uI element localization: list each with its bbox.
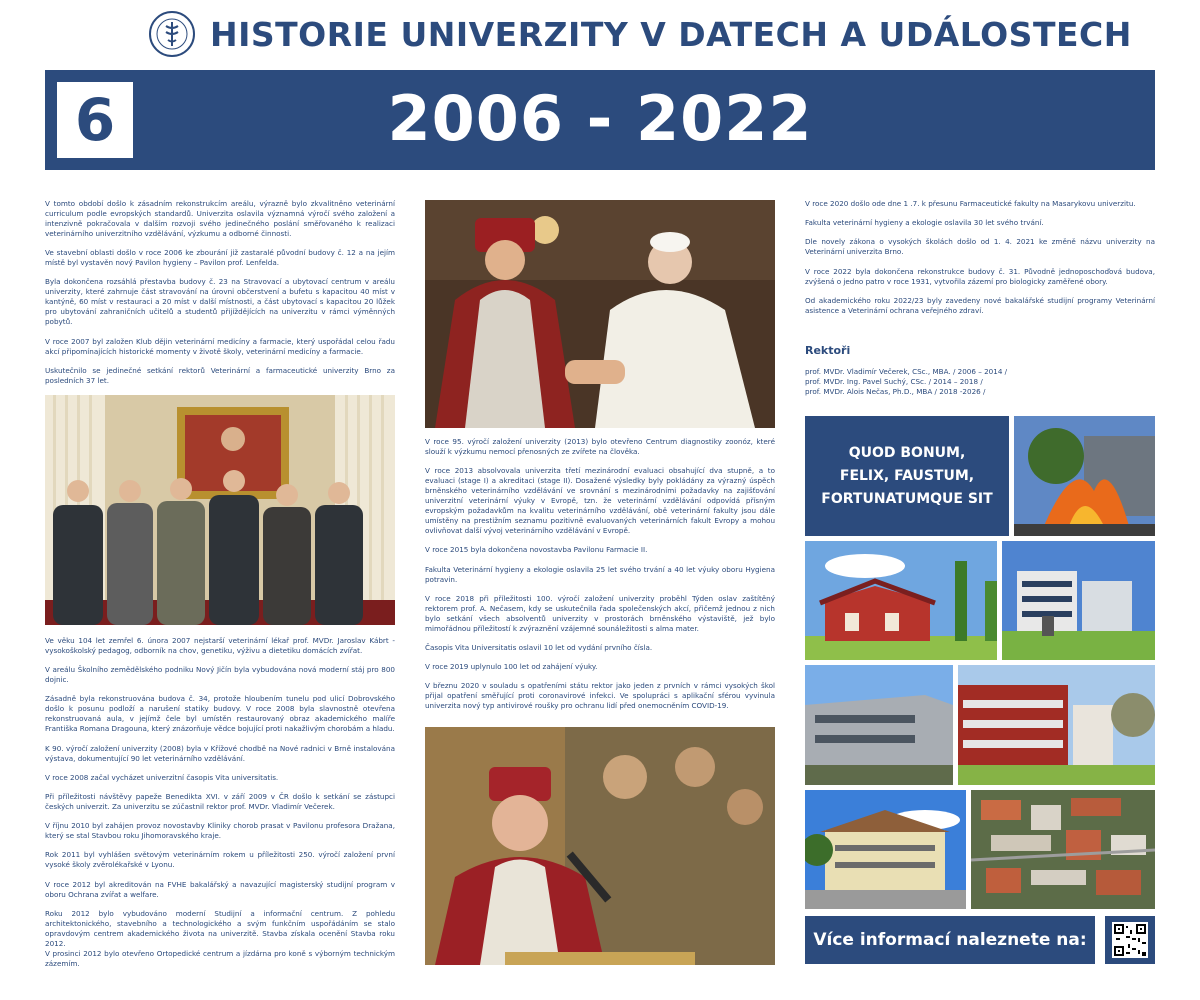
column1-top-text <box>45 199 395 395</box>
paragraph: V březnu 2020 v souladu s opatřeními státu rektor jako jeden z prvních v rámci vysokých škol přijal opatření směřující proti coronavirové infekci. Ve spolupráci s aplikační sférou vyvinula univerzita nový typ antivirové roušky pro ochranu lidí před onemocněním COVID-19. <box>425 681 775 711</box>
paragraph: Od akademického roku 2022/23 byly zavedeny nové bakalářské studijní programy Veterinární asistence a Veterinární ochrana veřejného zdraví. <box>805 295 1155 315</box>
rector-item: prof. MVDr. Vladimír Večerek, CSc., MBA. / 2006 – 2014 / <box>805 367 1008 376</box>
paragraph: Fakulta veterinární hygieny a ekologie oslavila 30 let svého trvání. <box>805 218 1044 228</box>
motto-line: FORTUNATUMQUE SIT <box>821 490 993 507</box>
paragraph: Zásadně byla rekonstruována budova č. 34, protože hloubením tunelu pod ulicí Dobrovského došlo k posunu podloží a narušení statiky budovy. V roce 2008 byla slavnostně otevřena rekonstruovaná aula, v jejímž čele byl umístěn restaurovaný obraz akademického malíře Františka Romana Dragouna, který znázorňuje vědce bojující proti nakažlivým chorobám a hladu. <box>45 694 395 734</box>
paragraph: V roce 2015 byla dokončena novostavba Pavilonu Farmacie II. <box>425 545 648 555</box>
motto-line: QUOD BONUM, <box>848 444 966 461</box>
qr-code-icon <box>1112 922 1148 958</box>
years-heading: 2006 - 2022 <box>387 82 813 155</box>
classic-building-photo <box>805 790 966 909</box>
rectors-heading: Rektoři <box>805 344 851 357</box>
column1-bottom-text <box>45 636 395 978</box>
paragraph: Časopis Vita Universitatis oslavil 10 let od vydání prvního čísla. <box>425 642 653 652</box>
chapter-number: 6 <box>57 82 133 158</box>
bonfire-photo <box>1014 416 1155 536</box>
paragraph: V říjnu 2010 byl zahájen provoz novostavby Kliniky chorob prasat v Pavilonu profesora Dražana, který se stal Stavbou roku Jihomoravského kraje. <box>45 821 395 841</box>
paragraph: Byla dokončena rozsáhlá přestavba budovy č. 23 na Stravovací a ubytovací centrum v areálu univerzity, které zahrnuje část stravování na úrovni občerstvení a bufetu s kapacitou 40 míst v kantýně, 60 míst v restauraci a 20 míst v další místnosti, a část ubytovací s kapacitou 20 lůžek pro ubytování zahraničních učitelů a studentů přijíždějících na univerzitu v rámci výměnných pobytů. <box>45 277 395 327</box>
paragraph: V roce 2022 byla dokončena rekonstrukce budovy č. 31. Původně jednoposchoďová budova, zvýšená o jedno patro v roce 1931, vytvořila zázemí pro biologicky zaměřené obory. <box>805 266 1155 286</box>
paragraph: V roce 2007 byl založen Klub dějin veterinární medicíny a farmacie, který uspořádal celou řadu akcí připomínajících historické momenty v životě školy, veterinární medicíny a farmacie. <box>45 336 395 356</box>
grey-building-photo <box>805 665 953 785</box>
paragraph: Při příležitosti návštěvy papeže Benedikta XVI. v září 2009 v ČR došlo k setkání se zástupci českých univerzit. Za univerzitu se zúčastnil rektor prof. MVDr. Vladimír Večerek. <box>45 791 395 811</box>
paragraph: V areálu Školního zemědělského podniku Nový Jičín byla vybudována nová moderní stáj pro 800 dojnic. <box>45 665 395 685</box>
red-building-photo <box>805 541 997 660</box>
aerial-campus-photo <box>971 790 1155 909</box>
paragraph: V roce 2012 byl akreditován na FVHE bakalářský a navazující magisterský studijní program v oboru Ochrana zvířat a welfare. <box>45 879 395 899</box>
paragraph: V roce 2020 došlo ode dne 1 .7. k přesunu Farmaceutické fakulty na Masarykovu univerzitu. <box>805 199 1136 208</box>
more-info-bar: Více informací naleznete na: <box>805 916 1095 964</box>
rectors-group-photo <box>45 395 395 625</box>
paragraph: V roce 2019 uplynulo 100 let od zahájení výuky. <box>425 662 598 672</box>
column3-text <box>805 199 1155 325</box>
paragraph: V roce 95. výročí založení univerzity (2013) bylo otevřeno Centrum diagnostiky zoonóz, které slouží k výzkumu nemocí přenosných ze zvířete na člověka. <box>425 437 775 456</box>
paragraph: Rok 2011 byl vyhlášen světovým veterinárním rokem u příležitosti 250. výročí založení první vysoké školy zvěrolékařské v Lyonu. <box>45 850 395 870</box>
page-title: HISTORIE UNIVERZITY V DATECH A UDÁLOSTECH <box>210 14 1132 54</box>
paragraph: Uskutečnilo se jedinečné setkání rektorů Veterinární a farmaceutické univerzity Brno za posledních 37 let. <box>45 365 395 385</box>
rector-item: prof. MVDr. Alois Nečas, Ph.D., MBA / 2018 -2026 / <box>805 387 986 396</box>
paragraph: Ve věku 104 let zemřel 6. února 2007 nejstarší veterinární lékař prof. MVDr. Jaroslav Kábrt - vysokoškolský pedagog, odborník na chov, genetiku, výživu a dietetiku domácích zvířat. <box>45 636 395 655</box>
paragraph: V roce 2008 začal vycházet univerzitní časopis Vita universitatis. <box>45 772 279 782</box>
brick-building-photo <box>958 665 1155 785</box>
paragraph: Dle novely zákona o vysokých školách došlo od 1. 4. 2021 ke změně názvu univerzity na Veterinární univerzita Brno. <box>805 237 1155 257</box>
rectors-list <box>805 367 1155 397</box>
header <box>148 8 1132 60</box>
rector-item: prof. MVDr. Ing. Pavel Suchý, CSc. / 2014 – 2018 / <box>805 377 983 386</box>
motto-line: FELIX, FAUSTUM, <box>839 467 975 484</box>
paragraph: V roce 2018 při příležitosti 100. výročí založení univerzity proběhl Týden oslav zaštítěný rektorem prof. A. Nečasem, kdy se uskutečnila řada společenských akcí, přičemž jednou z nich bylo setkání všech absolventů univerzity v prostorách brněnského výstaviště, jež bylo mimořádnou příležitostí k zvýraznění vzájemné sounáležitosti s alma mater. <box>425 593 775 633</box>
column2-text <box>425 437 775 721</box>
paragraph: Fakulta Veterinární hygieny a ekologie oslavila 25 let svého trvání a 40 let výuky oboru Hygiena potravin. <box>425 564 775 584</box>
chapter-banner <box>45 70 1155 170</box>
university-seal-icon <box>148 10 196 58</box>
paragraph: V roce 2013 absolvovala univerzita třetí mezinárodní evaluaci obsahující dva stupně, a to evaluaci (stage I) a akreditaci (stage II). Dosažené výsledky byly pokládány za výrazný úspěch brněnského veterinárního vzdělávání ve srovnání s mezinárodními požadavky na zajišťování univerzitní veterinární výuky v Evropě, tzn. že veterinární vzdělávání odpovídá přísným evropským požadavkům na kvalitu veterinárního vzdělávání, obě veterinární fakulty jsou dále umístěny na prestižním seznamu pozitivně evaluovaných veterinárních fakult Evropy a mohou ovlivňovat další vývoj veterinárního vzdělávání v Evropě. <box>425 466 775 536</box>
paragraph: K 90. výročí založení univerzity (2008) byla v Křížové chodbě na Nové radnici v Brně instalována výstava, dokumentující 90 let veterinárního vzdělávání. <box>45 743 395 763</box>
paragraph: Roku 2012 bylo vybudováno moderní Studijní a informační centrum. Z pohledu architektonického, stavebního a technologického a svým funkčním uspořádáním se stalo opravdovým centrem akademického života na univerzitě. Stavba získala ocenění Stavba roku 2012. V prosinci 2012 bylo otevřeno Ortopedické centrum a jízdárna pro koně s výborným technickým zázemím. <box>45 908 395 968</box>
rector-speech-photo <box>425 727 775 965</box>
motto-box <box>805 416 1009 536</box>
paragraph: V tomto období došlo k zásadním rekonstrukcím areálu, výrazně bylo zkvalitněno veterinární curriculum podle evropských standardů. Univerzita oslavila významná výročí svého založení a intenzivně pokračovala v dalším rozvoji svého jedinečného poslání směřovaného k realizaci veterinárního univerzitního vzdělávání, výzkumu a odborné činnosti. <box>45 199 395 238</box>
qr-code-box[interactable] <box>1105 916 1155 964</box>
modern-building-photo <box>1002 541 1155 660</box>
pope-meeting-photo <box>425 200 775 428</box>
paragraph: Ve stavební oblasti došlo v roce 2006 ke zbourání již zastaralé původní budovy č. 12 a na jejím místě byl vystavěn nový Pavilon hygieny – Pavilon prof. Lenfelda. <box>45 248 395 268</box>
